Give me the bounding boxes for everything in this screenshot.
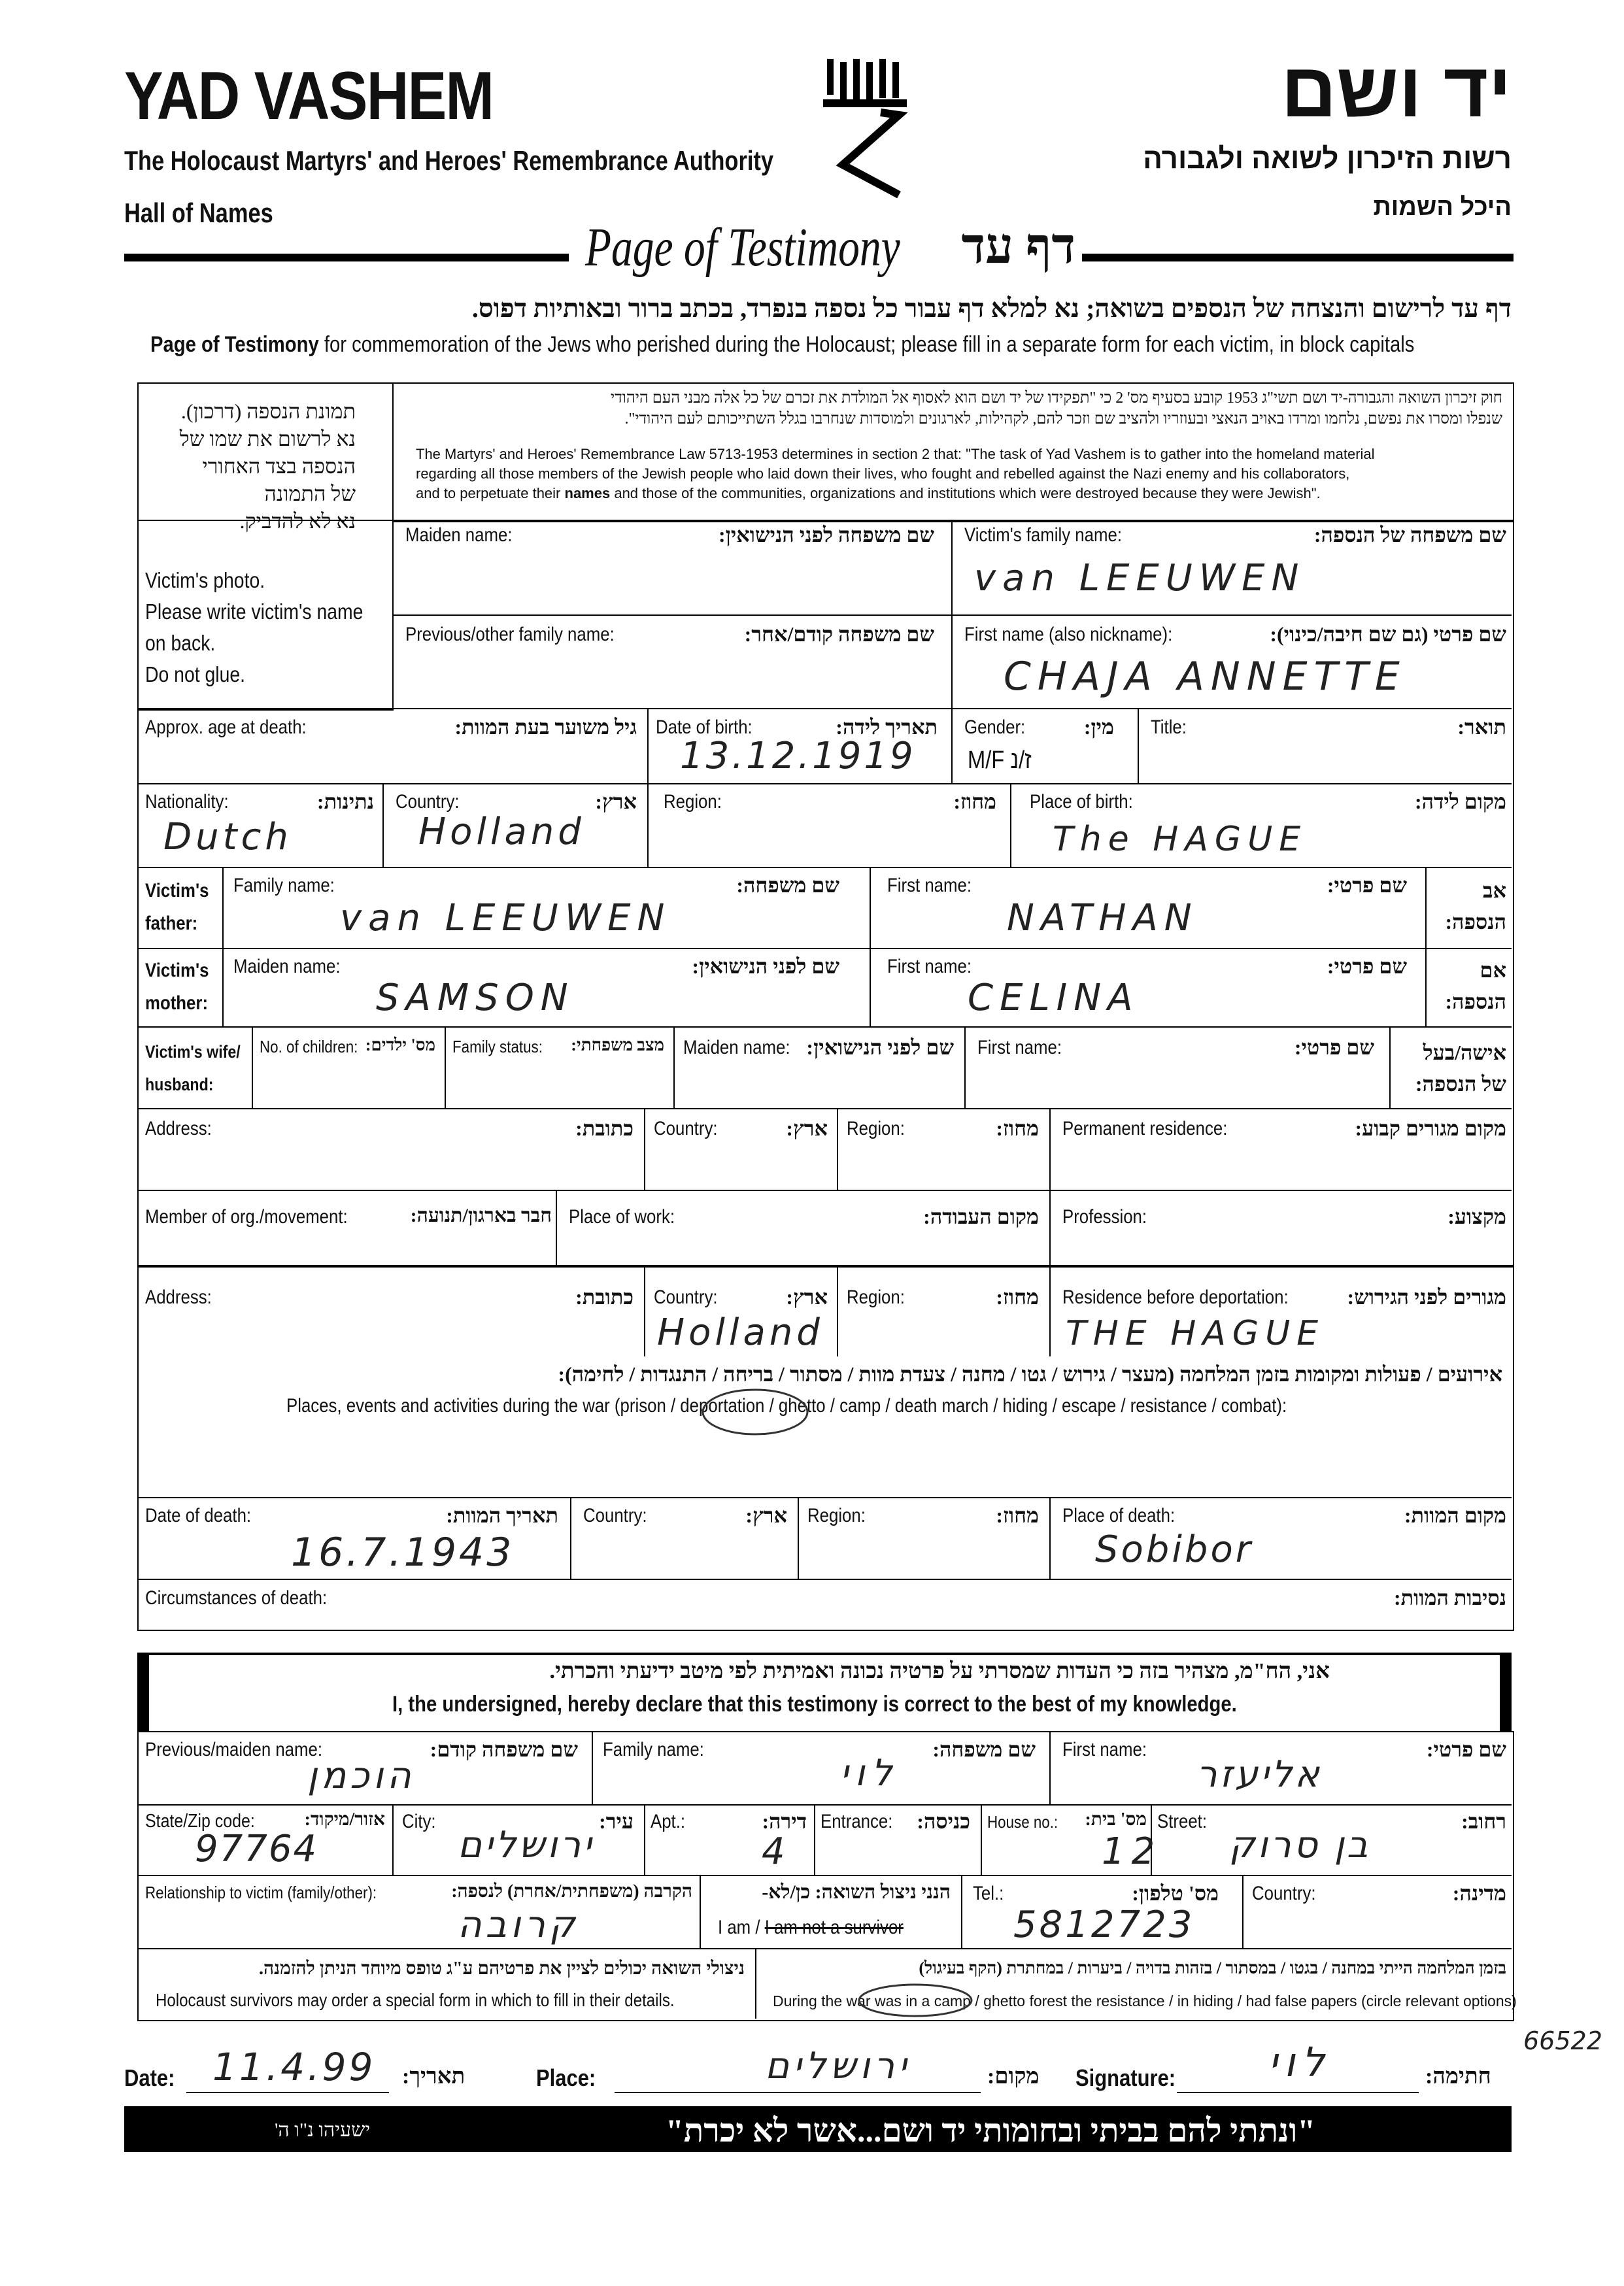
zip-value[interactable]: 97764 [195,1828,318,1870]
date-value[interactable]: 11.4.99 [212,2045,376,2089]
law-en3c: and those of the communities, organizations and institutions which were destroyed because they were Jewish". [610,485,1321,501]
divider [1010,783,1011,867]
sub-prev-value[interactable]: הוכמן [307,1755,415,1797]
dep-country-label: Country: [654,1286,718,1308]
divider [1242,1875,1243,1948]
declaration-hebrew: אני, הח"מ, מצהיר בזה כי העדות שמסרתי על פרטיה נכונה ואמיתית לפי מיטב ידיעתי והכרתי. [549,1659,1330,1683]
events-label-heb: אירועים / פעולות ומקומות בזמן המלחמה (מעצר / גירוש / גטו / מחנה / צעדת מוות / מסתור / בריחה / התנגדות / לחימה): [558,1362,1502,1386]
divider [798,1497,799,1579]
street-value[interactable]: בן סרוק [1229,1824,1371,1866]
relationship-label-heb: הקרבה (משפחתית/אחרת) לנספה: [451,1881,692,1902]
sub-family-label-heb: שם משפחה: [932,1738,1036,1761]
header-subtitle: The Holocaust Martyrs' and Heroes' Remembrance Authority [124,145,774,176]
divider [382,783,384,867]
divider [1049,1497,1051,1579]
signature-label: Signature: [1075,2064,1176,2091]
survivor-en-b: I am not a survivor [764,1917,904,1938]
family-name-value[interactable]: van LEEUWEN [974,557,1306,599]
law-hebrew-1: חוק זיכרון השואה והגבורה-יד ושם תשי"ג 1953 קובע בסעיף מס' 2 כי "תפקידו של יד ושם הוא לאסוף אל המולדת את זכרם של כל אלה מבני העם היהודי [610,390,1502,407]
father-heb-b: הנספה: [1445,910,1506,933]
region-label-heb: מחוז: [953,790,996,813]
country-label-2-heb: ארץ: [786,1117,828,1140]
dod-label-heb: תאריך המוות: [446,1504,558,1527]
member-label: Member of org./movement: [145,1206,348,1228]
family-status-label-heb: מצב משפחתי: [571,1035,664,1054]
gender-label-heb: מין: [1083,715,1114,739]
mother-first-label-heb: שם פרטי: [1327,954,1407,978]
dep-address-label-heb: כתובת: [575,1285,634,1309]
address-label-heb: כתובת: [575,1117,634,1140]
photo-en-line: Victim's photo. [145,568,265,592]
place-label-heb: מקום: [987,2064,1040,2089]
divider [870,867,871,1026]
during-en: During the war was in a camp / ghetto forest the resistance / in hiding / had false papers (circle relevant options) [773,1992,1517,2009]
decl-bar-left [137,1653,149,1731]
spouse-label-heb [1415,1037,1506,1100]
zip-label-heb: אזור/מיקוד: [304,1809,385,1830]
divider [1049,1190,1051,1265]
special-heb: ניצולי השואה יכולים לציין את פרטיהם ע"ג טופס מיוחד הניתן להזמנה. [258,1958,745,1979]
footer-bar [124,2106,1512,2152]
intro-english [150,332,1414,358]
circ-label: Circumstances of death: [145,1587,328,1609]
region-label-2: Region: [847,1118,905,1139]
divider [1049,1108,1051,1190]
events-label: Places, events and activities during the war (prison / deportation / ghetto / camp / death march / hiding / escape / resistance / combat): [286,1395,1287,1417]
mother-maiden-label-heb: שם לפני הנישואין: [692,954,839,978]
photo-heb-line: תמונת הנספה (דרכון). [180,399,356,423]
pod-value[interactable]: Sobibor [1095,1528,1253,1571]
sub-prev-label: Previous/maiden name: [145,1739,323,1760]
pod-label-heb: מקום המוות: [1404,1504,1506,1527]
divider [644,1108,645,1190]
father-first-label: First name: [887,875,972,896]
father-first-label-heb: שם פרטי: [1327,873,1407,897]
date-label: Date: [124,2064,175,2091]
father-label-a: Victim's [145,880,209,901]
law-en3a: and to perpetuate their [416,485,565,501]
relationship-label: Relationship to victim (family/other): [145,1883,377,1902]
divider [1049,1265,1051,1356]
law-english-2: regarding all those members of the Jewish people who laid down their lives, who fought and rebelled against the Nazi enemy and his collaborators, [416,465,1350,482]
photo-heb-line: נא לא להדביק. [239,509,356,533]
pob-label-heb: מקום לידה: [1414,790,1506,813]
divider [814,1804,815,1875]
divider [592,1731,593,1804]
spouse-first-label: First name: [977,1037,1062,1058]
dod-region-label-heb: מחוז: [996,1504,1039,1527]
survivor-label-heb: הנני ניצול השואה: כן/לא- [762,1881,951,1903]
date-line [186,2092,389,2093]
signature-value[interactable]: לוי [1268,2038,1331,2086]
photo-box-hebrew [180,397,356,535]
divider [837,1265,838,1356]
menorah-logo [820,52,919,203]
hall-of-names-hebrew: היכל השמות [1373,193,1512,221]
divider [392,614,1512,616]
special-en: Holocaust survivors may order a special form in which to fill in their details. [156,1990,675,2010]
father-first-value[interactable]: NATHAN [1007,897,1198,939]
deportation-circle [700,1386,811,1438]
divider [647,708,649,783]
divider [445,1026,446,1108]
pob-label: Place of birth: [1030,791,1133,813]
house-label-heb: מס' בית: [1085,1809,1147,1830]
spouse-maiden-label-heb: שם לפני הנישואין: [806,1035,954,1059]
mother-maiden-label: Maiden name: [233,956,341,977]
dep-region-label: Region: [847,1286,905,1308]
family-name-label-heb: שם משפחה של הנספה: [1313,523,1506,546]
house-label: House no.: [987,1812,1058,1832]
divider [1049,1731,1051,1804]
entrance-label: Entrance: [820,1811,893,1832]
divider [252,1026,253,1108]
mother-maiden-value[interactable]: SAMSON [376,977,575,1019]
father-family-label-heb: שם משפחה: [736,873,839,897]
relationship-value[interactable]: קרובה [458,1904,579,1946]
place-value[interactable]: ירושלים [765,2045,911,2087]
header-rule-left [124,254,569,261]
sub-family-label: Family name: [603,1739,704,1760]
mother-heb-a: אם [1480,958,1506,982]
gender-value[interactable]: M/F ז/נ [968,747,1032,774]
signature-line [1177,2092,1419,2093]
form-title-hebrew: דף עד [961,219,1075,274]
sub-first-label: First name: [1062,1739,1147,1760]
divider [137,783,1512,784]
age-label: Approx. age at death: [145,716,307,738]
dod-country-label-heb: ארץ: [745,1504,787,1527]
divider [137,1875,1512,1876]
yad-vashem-title-hebrew: יד ושם [1281,47,1512,133]
divider [647,783,649,867]
country2-label: Country: [1252,1883,1316,1904]
divider [1425,867,1427,1026]
divider [644,1265,645,1356]
spouse-label-b: husband: [145,1075,214,1094]
mother-label [145,954,209,1020]
father-label-b: father: [145,913,198,934]
date-label-heb: תאריך: [402,2064,465,2089]
maiden-name-field[interactable] [405,549,941,608]
prev-name-field[interactable] [405,647,941,699]
first-name-value[interactable]: CHAJA ANNETTE [1004,654,1406,699]
country-value[interactable]: Holland [418,811,585,853]
divider [137,708,1512,709]
country-label: Country: [396,791,460,813]
res-before-label-heb: מגורים לפני הגירוש: [1347,1285,1506,1309]
intro-english-rest: for commemoration of the Jews who perished during the Holocaust; please fill in a separate form for each victim, in block capitals [318,332,1415,357]
spouse-label [145,1035,241,1101]
divider [137,1108,1512,1109]
sub-first-label-heb: שם פרטי: [1426,1738,1506,1761]
gender-label: Gender: [964,716,1026,738]
divider [556,1190,557,1265]
perm-label-heb: מקום מגורים קבוע: [1355,1117,1506,1140]
hall-of-names: Hall of Names [124,197,273,228]
law-english-3 [416,485,1321,502]
dod-label: Date of death: [145,1505,252,1526]
divider [961,1875,962,1948]
city-label-heb: עיר: [599,1809,634,1833]
maiden-name-label: Maiden name: [405,524,513,546]
dod-region-label: Region: [807,1505,866,1526]
tel-label-heb: מס' טלפון: [1132,1881,1219,1905]
age-label-heb: גיל משוער בעת המוות: [454,715,637,739]
photo-en-line: on back. [145,631,216,655]
father-family-label: Family name: [233,875,335,896]
perm-label: Permanent residence: [1062,1118,1228,1139]
entrance-label-heb: כניסה: [917,1809,970,1833]
divider [392,1804,394,1875]
children-label-heb: מס' ילדים: [365,1035,435,1054]
tel-value[interactable]: 5812723 [1013,1904,1195,1946]
children-en: No. of children: [260,1037,358,1056]
nationality-value[interactable]: Dutch [163,816,292,858]
divider [837,1108,838,1190]
divider [673,1026,675,1108]
spouse-label-a: Victim's wife/ [145,1042,241,1062]
divider [137,1579,1512,1580]
family-name-label: Victim's family name: [964,524,1123,546]
law-hebrew-2: שנפלו ומסרו את נפשם, נלחמו ומרדו באויב הנאצי ובעוזריו ולהציב שם וזכר להם, לקהילות, לארגונים ולמוסדות שנחרבו בגלל השתייכותם לעם היהודי". [624,411,1502,428]
first-name-label-heb: שם פרטי (גם שם חיבה/כינוי): [1270,622,1506,646]
header-rule-right [1082,254,1514,261]
divider [137,1190,1512,1191]
divider [137,1026,1512,1028]
title-label: Title: [1151,716,1187,738]
yad-vashem-title: YAD VASHEM [124,58,494,134]
sub-prev-label-heb: שם משפחה קודם: [430,1738,578,1761]
divider [1389,1026,1391,1108]
dod-value[interactable]: 16.7.1943 [291,1530,515,1575]
city-value[interactable]: ירושלים [458,1824,594,1866]
place-line [615,2092,981,2093]
mother-label-heb [1446,954,1506,1017]
country-label-heb: ארץ: [595,790,637,813]
spouse-heb-a: אישה/בעל [1423,1041,1506,1064]
family-status-label: Family status: [452,1037,543,1056]
header-subtitle-hebrew: רשות הזיכרון לשואה ולגבורה [1143,143,1512,175]
title-field[interactable] [1151,742,1504,778]
prev-name-label: Previous/other family name: [405,624,615,645]
form-title: Page of Testimony [585,217,900,278]
zip-label: State/Zip code: [145,1811,255,1832]
region-label: Region: [664,791,722,813]
mother-heb-b: הנספה: [1445,990,1506,1013]
father-label-heb [1446,875,1506,937]
dob-value[interactable]: 13.12.1919 [680,735,916,777]
first-name-label: First name (also nickname): [964,624,1173,645]
intro-english-bold: Page of Testimony [150,332,319,357]
divider [137,867,1512,868]
city-label: City: [402,1811,436,1832]
photo-heb-line: נא לרשום את שמו של [179,427,356,450]
divider [700,1875,701,1948]
res-before-label: Residence before deportation: [1062,1286,1289,1308]
street-label: Street: [1157,1811,1208,1832]
sub-family-value[interactable]: לוי [840,1752,899,1794]
divider [137,1948,1512,1949]
survivor-en-a: I am / [718,1917,765,1938]
country2-label-heb: מדינה: [1452,1881,1506,1905]
nationality-label: Nationality: [145,791,229,813]
age-field[interactable] [145,742,635,778]
law-english-1: The Martyrs' and Heroes' Remembrance Law 5713-1953 determines in section 2 that: "The task of Yad Vashem is to gather into the homeland material [416,446,1375,462]
mother-first-value[interactable]: CELINA [968,977,1140,1019]
mother-label-a: Victim's [145,960,209,981]
father-family-value[interactable]: van LEEUWEN [340,897,671,939]
father-heb-a: אב [1483,879,1506,902]
decl-bar-right [1500,1653,1512,1731]
dep-region-label-heb: מחוז: [996,1285,1039,1309]
house-value[interactable]: 12 [1102,1830,1162,1873]
divider [1138,708,1139,783]
member-label-heb: חבר בארגון/תנועה: [410,1205,552,1226]
signature-label-heb: חתימה: [1425,2064,1491,2089]
region-field[interactable] [664,817,997,860]
address-label: Address: [145,1118,212,1139]
divider [222,867,224,1026]
photo-en-line: Do not glue. [145,662,246,686]
street-label-heb: רחוב: [1461,1809,1506,1833]
photo-en-line: Please write victim's name [145,599,364,624]
camp-circle [856,1981,974,2020]
law-en3b: names [564,485,611,501]
footer-source: ישעיהו נ"ו ה' [275,2119,371,2141]
pob-value[interactable]: The HAGUE [1053,820,1308,859]
prev-name-label-heb: שם משפחה קודם/אחר: [744,622,934,646]
divider [951,708,953,783]
divider [570,1497,571,1579]
sub-first-value[interactable]: אליעזר [1196,1753,1322,1796]
spouse-maiden-label: Maiden name: [683,1037,790,1058]
divider [137,948,1512,949]
profession-label-heb: מקצוע: [1447,1205,1506,1228]
divider [951,520,953,708]
dob-label: Date of birth: [656,716,753,738]
divider [964,1026,966,1108]
dep-country-value[interactable]: Holland [657,1311,824,1354]
title-label-heb: תואר: [1457,715,1506,739]
divider [392,520,394,708]
photo-heb-line: הנספה בצד האחורי [202,454,356,478]
intro-hebrew: דף עד לרישום והנצחה של הנספים בשואה; נא למלא דף עבור כל נספה בנפרד, בכתב ברור ובאותיות דפוס. [471,294,1512,323]
spouse-heb-b: של הנספה: [1415,1072,1506,1096]
divider [755,1948,756,2019]
divider [644,1804,645,1875]
dep-address-label: Address: [145,1286,212,1308]
apt-value[interactable]: 4 [762,1830,792,1873]
apt-label-heb: דירה: [762,1809,807,1833]
apt-label: Apt.: [651,1811,686,1832]
spouse-first-label-heb: שם פרטי: [1294,1035,1374,1059]
region-label-2-heb: מחוז: [996,1117,1039,1140]
margin-code: 66522 [1523,2026,1602,2055]
nationality-label-heb: נתינות: [316,790,374,813]
res-before-value[interactable]: THE HAGUE [1066,1314,1325,1353]
country-label-2: Country: [654,1118,718,1139]
circ-label-heb: נסיבות המוות: [1393,1586,1506,1609]
pod-label: Place of death: [1062,1505,1176,1526]
footer-quote: "ונתתי להם בביתי ובחומותי יד ושם...אשר לא יכרת" [666,2112,1315,2149]
photo-heb-line: של התמונה [264,482,356,505]
divider [981,1804,982,1875]
work-label-heb: מקום העבודה: [923,1205,1039,1228]
profession-label: Profession: [1062,1206,1147,1228]
work-label: Place of work: [569,1206,675,1228]
during-heb: בזמן המלחמה הייתי במחנה / בגטו / במסתור / בזהות בדויה / ביערות / במחתרת (הקף בעיגול) [919,1958,1506,1977]
declaration-english: I, the undersigned, hereby declare that this testimony is correct to the best of my knowledge. [392,1692,1237,1717]
divider [137,1804,1512,1806]
children-label [260,1037,358,1057]
maiden-name-label-heb: שם משפחה לפני הנישואין: [719,523,934,546]
mother-label-b: mother: [145,992,209,1014]
tel-label: Tel.: [973,1883,1004,1904]
survivor-label [718,1917,904,1939]
dob-label-heb: תאריך לידה: [836,715,938,739]
father-label [145,875,209,940]
dod-country-label: Country: [583,1505,647,1526]
decl-top-rule [137,1653,1512,1655]
mother-first-label: First name: [887,956,972,977]
divider [137,1497,1512,1498]
place-label: Place: [536,2064,596,2091]
dep-country-label-heb: ארץ: [786,1285,828,1309]
